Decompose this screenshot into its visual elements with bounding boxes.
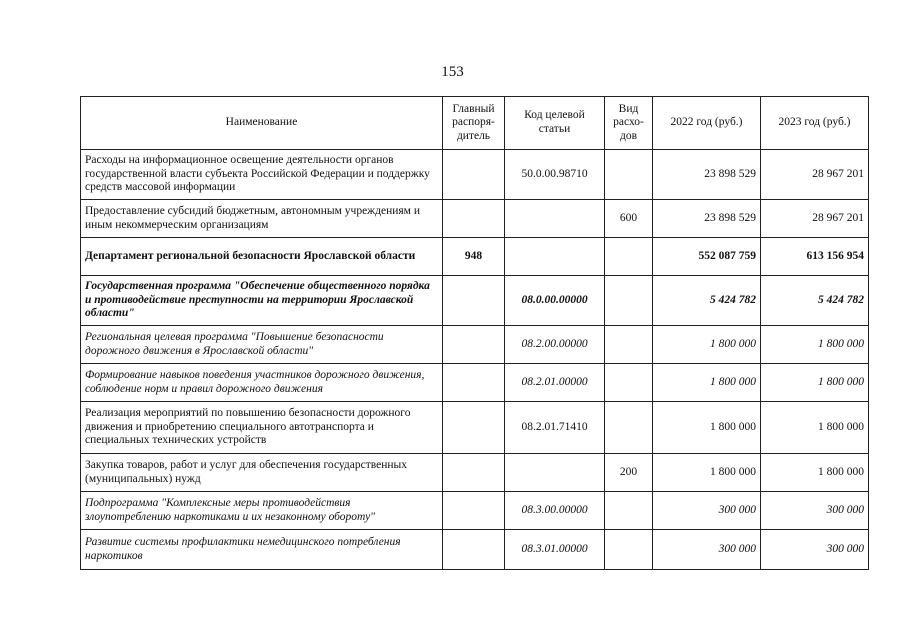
row-name: Развитие системы профилактики немедицинского потребления наркотиков	[81, 530, 443, 570]
table-row	[81, 364, 869, 402]
row-2023: 1 800 000	[761, 364, 869, 402]
header-name: Наименование	[81, 97, 443, 150]
row-type	[605, 326, 653, 364]
row-manager	[443, 150, 505, 200]
table-row	[81, 530, 869, 570]
row-type	[605, 238, 653, 276]
row-name: Формирование навыков поведения участников дорожного движения, соблюдение норм и правил дорожного движения	[81, 364, 443, 402]
row-2022: 5 424 782	[653, 276, 761, 326]
table-row	[81, 454, 869, 492]
table-row	[81, 492, 869, 530]
row-manager	[443, 492, 505, 530]
row-name: Закупка товаров, работ и услуг для обеспечения государственных (муниципальных) нужд	[81, 454, 443, 492]
table-header-row	[81, 97, 869, 150]
row-code	[505, 454, 605, 492]
row-type	[605, 276, 653, 326]
row-2022: 23 898 529	[653, 200, 761, 238]
row-type: 600	[605, 200, 653, 238]
row-2023: 5 424 782	[761, 276, 869, 326]
row-name: Расходы на информационное освещение деятельности органов государственной власти субъекта Российской Федерации и поддержку средств массовой информации	[81, 150, 443, 200]
row-2023: 1 800 000	[761, 454, 869, 492]
table-row	[81, 402, 869, 454]
row-manager	[443, 276, 505, 326]
table-row	[81, 238, 869, 276]
row-2023: 1 800 000	[761, 402, 869, 454]
row-code: 50.0.00.98710	[505, 150, 605, 200]
row-manager	[443, 364, 505, 402]
row-2022: 300 000	[653, 530, 761, 570]
row-2022: 1 800 000	[653, 364, 761, 402]
row-2022: 300 000	[653, 492, 761, 530]
row-2023: 613 156 954	[761, 238, 869, 276]
row-code: 08.3.01.00000	[505, 530, 605, 570]
row-code: 08.2.01.71410	[505, 402, 605, 454]
row-code: 08.2.00.00000	[505, 326, 605, 364]
table-row	[81, 326, 869, 364]
row-name: Государственная программа "Обеспечение общественного порядка и противодействие преступности на территории Ярославской области"	[81, 276, 443, 326]
table-row	[81, 276, 869, 326]
table-row	[81, 150, 869, 200]
header-type: Вид расхо-дов	[605, 97, 653, 150]
budget-table	[80, 96, 869, 570]
row-code	[505, 200, 605, 238]
row-code: 08.3.00.00000	[505, 492, 605, 530]
row-2023: 300 000	[761, 530, 869, 570]
header-code: Код целевой статьи	[505, 97, 605, 150]
row-name: Реализация мероприятий по повышению безопасности дорожного движения и приобретению специального автотранспорта и специальных технических устройств	[81, 402, 443, 454]
row-manager	[443, 402, 505, 454]
row-2023: 1 800 000	[761, 326, 869, 364]
row-2022: 23 898 529	[653, 150, 761, 200]
row-code	[505, 238, 605, 276]
row-type	[605, 492, 653, 530]
row-manager	[443, 530, 505, 570]
header-2022: 2022 год (руб.)	[653, 97, 761, 150]
row-name: Предоставление субсидий бюджетным, автономным учреждениям и иным некоммерческим организациям	[81, 200, 443, 238]
row-manager	[443, 454, 505, 492]
row-type	[605, 530, 653, 570]
row-manager	[443, 200, 505, 238]
row-type	[605, 150, 653, 200]
row-type	[605, 364, 653, 402]
row-code: 08.2.01.00000	[505, 364, 605, 402]
row-2022: 1 800 000	[653, 454, 761, 492]
row-type: 200	[605, 454, 653, 492]
row-name: Подпрограмма "Комплексные меры противодействия злоупотреблению наркотиками и их незаконному обороту"	[81, 492, 443, 530]
header-manager: Главный распоря-дитель	[443, 97, 505, 150]
row-2022: 552 087 759	[653, 238, 761, 276]
row-manager: 948	[443, 238, 505, 276]
row-2023: 300 000	[761, 492, 869, 530]
row-name: Департамент региональной безопасности Ярославской области	[81, 238, 443, 276]
row-name: Региональная целевая программа "Повышение безопасности дорожного движения в Ярославской области"	[81, 326, 443, 364]
row-2022: 1 800 000	[653, 326, 761, 364]
row-2023: 28 967 201	[761, 200, 869, 238]
row-2022: 1 800 000	[653, 402, 761, 454]
row-2023: 28 967 201	[761, 150, 869, 200]
row-type	[605, 402, 653, 454]
table-row	[81, 200, 869, 238]
page-number: 153	[441, 64, 464, 80]
header-2023: 2023 год (руб.)	[761, 97, 869, 150]
row-code: 08.0.00.00000	[505, 276, 605, 326]
row-manager	[443, 326, 505, 364]
